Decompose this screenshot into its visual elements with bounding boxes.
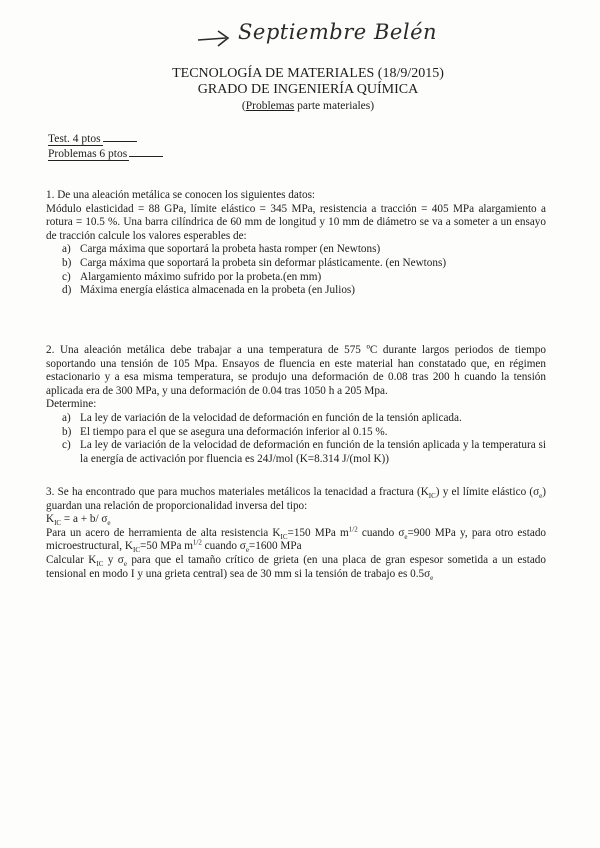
item-label: b) — [62, 425, 72, 438]
text-run: cuando σ — [357, 526, 405, 539]
text-run: IC — [280, 533, 288, 542]
list-item — [46, 412, 546, 426]
subtitle-rest: parte materiales) — [294, 100, 375, 112]
problem-3-question — [46, 554, 546, 581]
text-run: e — [107, 519, 111, 528]
text-run: ) y el límite elástico (σ — [435, 486, 540, 498]
subtitle-open: ( — [241, 100, 246, 112]
text-run: Para un acero de herramienta de alta resistencia K — [46, 526, 281, 539]
item-label: c) — [62, 439, 71, 452]
problem-1 — [46, 189, 546, 298]
problem-1-items — [46, 243, 546, 297]
list-item — [46, 271, 546, 285]
item-text: Carga máxima que soportará la probeta hasta romper (en Newtons) — [80, 243, 381, 256]
item-label: d) — [62, 284, 72, 297]
text-run: =50 MPa m — [139, 540, 193, 553]
handwritten-month: Septiembre — [238, 20, 367, 44]
exam-subtitle — [8, 100, 600, 112]
degree-title: GRADO DE INGENIERÍA QUÍMICA — [197, 82, 419, 97]
list-item — [46, 257, 546, 271]
item-text: La ley de variación de la velocidad de deformación en función de la tensión aplicada y la temperatura si la energía de activación por fluencia es 24J/mol (K=8.314 J/(mol K)) — [80, 439, 546, 465]
text-run: para que el tamaño crítico de grieta (en una placa de gran espesor sometida a un estado tensional en modo I y una grieta central) sea de 30 mm si la tensión de trabajo es 0.5σ — [46, 553, 546, 580]
text-run: IC — [96, 560, 104, 569]
score-test-label: Test. 4 ptos — [48, 133, 101, 145]
problem-1-intro: 1. De una aleación metálica se conocen los siguientes datos: — [46, 189, 316, 201]
text-run: e — [245, 546, 249, 555]
score-test — [48, 132, 137, 145]
text-run: =150 MPa m — [287, 526, 349, 539]
text-run: IC — [132, 546, 140, 555]
text-run: y σ — [103, 553, 124, 566]
list-item — [46, 439, 546, 466]
problem-2 — [46, 344, 546, 466]
text-run: IC — [54, 519, 62, 528]
problem-2-intro: 2. Una aleación metálica debe trabajar a una temperatura de 575 ºC durante largos periodos de tiempo soportando una tensión de 105 Mpa. Ensayos de fluencia en este material han constatado que, en régimen estacionario y a esa misma temperatura, se produjo una deformación de 0.08 tras 200 h cuando la tensión aplicada era de 300 MPa, y una deformación de 0.04 tras 1050 h a 205 Mpa. — [46, 344, 546, 397]
item-text: El tiempo para el que se asegura una deformación inferior al 0.15 %. — [80, 425, 388, 438]
text-run: 3. Se ha encontrado que para muchos materiales metálicos la tenacidad a fractura (K — [46, 486, 429, 498]
score-line — [103, 132, 137, 142]
text-run: cuando σ — [201, 540, 246, 553]
item-label: c) — [62, 270, 71, 283]
list-item — [46, 284, 546, 298]
item-text: Alargamiento máximo sufrido por la probeta.(en mm) — [80, 270, 322, 283]
handwritten-note — [196, 14, 456, 60]
item-label: a) — [62, 243, 71, 256]
problem-2-items — [46, 412, 546, 466]
exam-title: TECNOLOGÍA DE MATERIALES (18/9/2015) — [172, 66, 444, 81]
text-run: = a + b/ σ — [61, 513, 108, 526]
text-run: ) guardan una relación de proporcionalidad inversa del tipo: — [46, 486, 546, 512]
text-run: e — [123, 560, 127, 569]
handwritten-name: Belén — [374, 20, 438, 44]
text-run: Calcular K — [46, 553, 97, 566]
score-line — [129, 147, 163, 157]
item-label: b) — [62, 256, 72, 269]
score-problems — [48, 147, 163, 160]
score-problems-label: Problemas 6 ptos — [48, 148, 128, 160]
text-run: IC — [428, 492, 436, 501]
item-label: a) — [62, 411, 71, 424]
text-run: 1/2 — [192, 538, 202, 547]
problem-3-intro — [46, 486, 546, 513]
text-run: e — [539, 492, 543, 501]
problem-1-data: Módulo elasticidad = 88 GPa, límite elástico = 345 MPa, resistencia a tracción = 405 MPa alargamiento a rotura = 10.5 %. Una barra cilíndrica de 60 mm de longitud y 10 mm de diámetro se va a someter a un ensayo de tracción calcule los valores esperables de: — [46, 202, 546, 242]
arrow-icon — [196, 26, 236, 52]
item-text: Carga máxima que soportará la probeta sin deformar plásticamente. (en Newtons) — [80, 256, 447, 269]
text-run: =900 MPa y, para otro estado microestructural, K — [46, 526, 547, 553]
subtitle-underlined: Problemas — [245, 100, 295, 112]
text-run: =1600 MPa — [248, 540, 302, 553]
list-item — [46, 243, 546, 257]
text-run: 1/2 — [348, 525, 358, 534]
problem-3 — [46, 486, 546, 581]
text-run: e — [404, 533, 408, 542]
problem-3-formula — [46, 513, 546, 527]
text-run: e — [430, 573, 434, 582]
item-text: Máxima energía elástica almacenada en la probeta (en Julios) — [80, 284, 356, 297]
problem-2-determine: Determine: — [46, 398, 97, 411]
problem-3-steel-data — [46, 527, 546, 554]
text-run: K — [46, 513, 55, 526]
list-item — [46, 426, 546, 440]
item-text: La ley de variación de la velocidad de deformación en función de la tensión aplicada. — [80, 411, 462, 424]
